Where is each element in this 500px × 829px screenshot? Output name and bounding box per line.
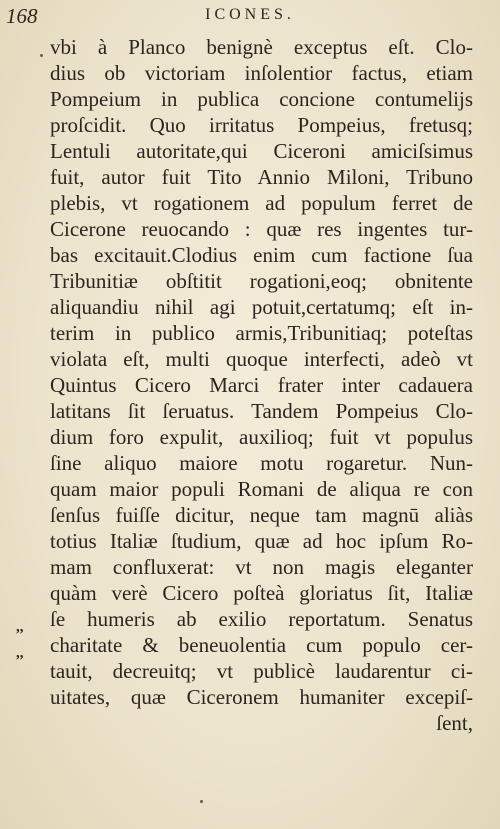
text-line: ſine aliquo maiore motu rogaretur. Nun- bbox=[50, 451, 473, 475]
text-line: dium foro expulit, auxilioq; fuit vt populus bbox=[50, 425, 473, 449]
ink-speck bbox=[200, 800, 203, 803]
text-line: totius Italiæ ſtudium, quæ ad hoc ipſum Ro- bbox=[50, 529, 473, 553]
text-line: quam maior populi Romani de aliqua re con bbox=[50, 477, 473, 501]
text-line: Lentuli autoritate,qui Ciceroni amiciſsimus bbox=[50, 139, 473, 163]
body-text bbox=[50, 34, 473, 736]
text-line: aliquandiu nihil agi potuit,certatumq; eſt in- bbox=[50, 295, 473, 319]
text-line: latitans ſit ſeruatus. Tandem Pompeius Clo- bbox=[50, 399, 473, 423]
text-line: uitates, quæ Ciceronem humaniter excepiſ- bbox=[50, 685, 473, 709]
text-line: bas excitauit.Clodius enim cum factione ſua bbox=[50, 243, 473, 267]
page-number: 168 bbox=[6, 4, 38, 28]
text-line: Quintus Cicero Marci frater inter cadauera bbox=[50, 373, 473, 397]
text-line: terim in publico armis,Tribunitiaq; poteſtas bbox=[50, 321, 473, 345]
text-line: vbi à Planco benignè exceptus eſt. Clo- bbox=[50, 35, 473, 59]
text-line: Tribunitiæ obſtitit rogationi,eoq; obnitente bbox=[50, 269, 473, 293]
catchword: ſent, bbox=[436, 711, 473, 735]
margin-quote-mark: ,, bbox=[16, 619, 24, 635]
page-header bbox=[0, 4, 500, 28]
margin-quote-mark: ,, bbox=[16, 645, 24, 661]
text-line: violata eſt, multi quoque interfecti, adeò vt bbox=[50, 347, 473, 371]
text-line: plebis, vt rogationem ad populum ferret de bbox=[50, 191, 473, 215]
text-line: dius ob victoriam inſolentior factus, etiam bbox=[50, 61, 473, 85]
ink-speck bbox=[40, 54, 43, 57]
text-line: tauit, decreuitq; vt publicè laudarentur ci- bbox=[50, 659, 473, 683]
text-line: fuit, autor fuit Tito Annio Miloni, Tribuno bbox=[50, 165, 473, 189]
text-line: ſe humeris ab exilio reportatum. Senatus bbox=[50, 607, 473, 631]
text-line: proſcidit. Quo irritatus Pompeius, fretusq; bbox=[50, 113, 473, 137]
text-line: ſenſus fuiſſe dicitur, neque tam magnū aliàs bbox=[50, 503, 473, 527]
text-line: mam confluxerat: vt non magis eleganter bbox=[50, 555, 473, 579]
running-title: ICONES. bbox=[205, 6, 295, 23]
text-line: quàm verè Cicero poſteà gloriatus ſit, Italiæ bbox=[50, 581, 473, 605]
text-line: Pompeium in publica concione contumelijs bbox=[50, 87, 473, 111]
text-line: charitate & beneuolentia cum populo cer- bbox=[50, 633, 473, 657]
text-line: Cicerone reuocando : quæ res ingentes tur- bbox=[50, 217, 473, 241]
